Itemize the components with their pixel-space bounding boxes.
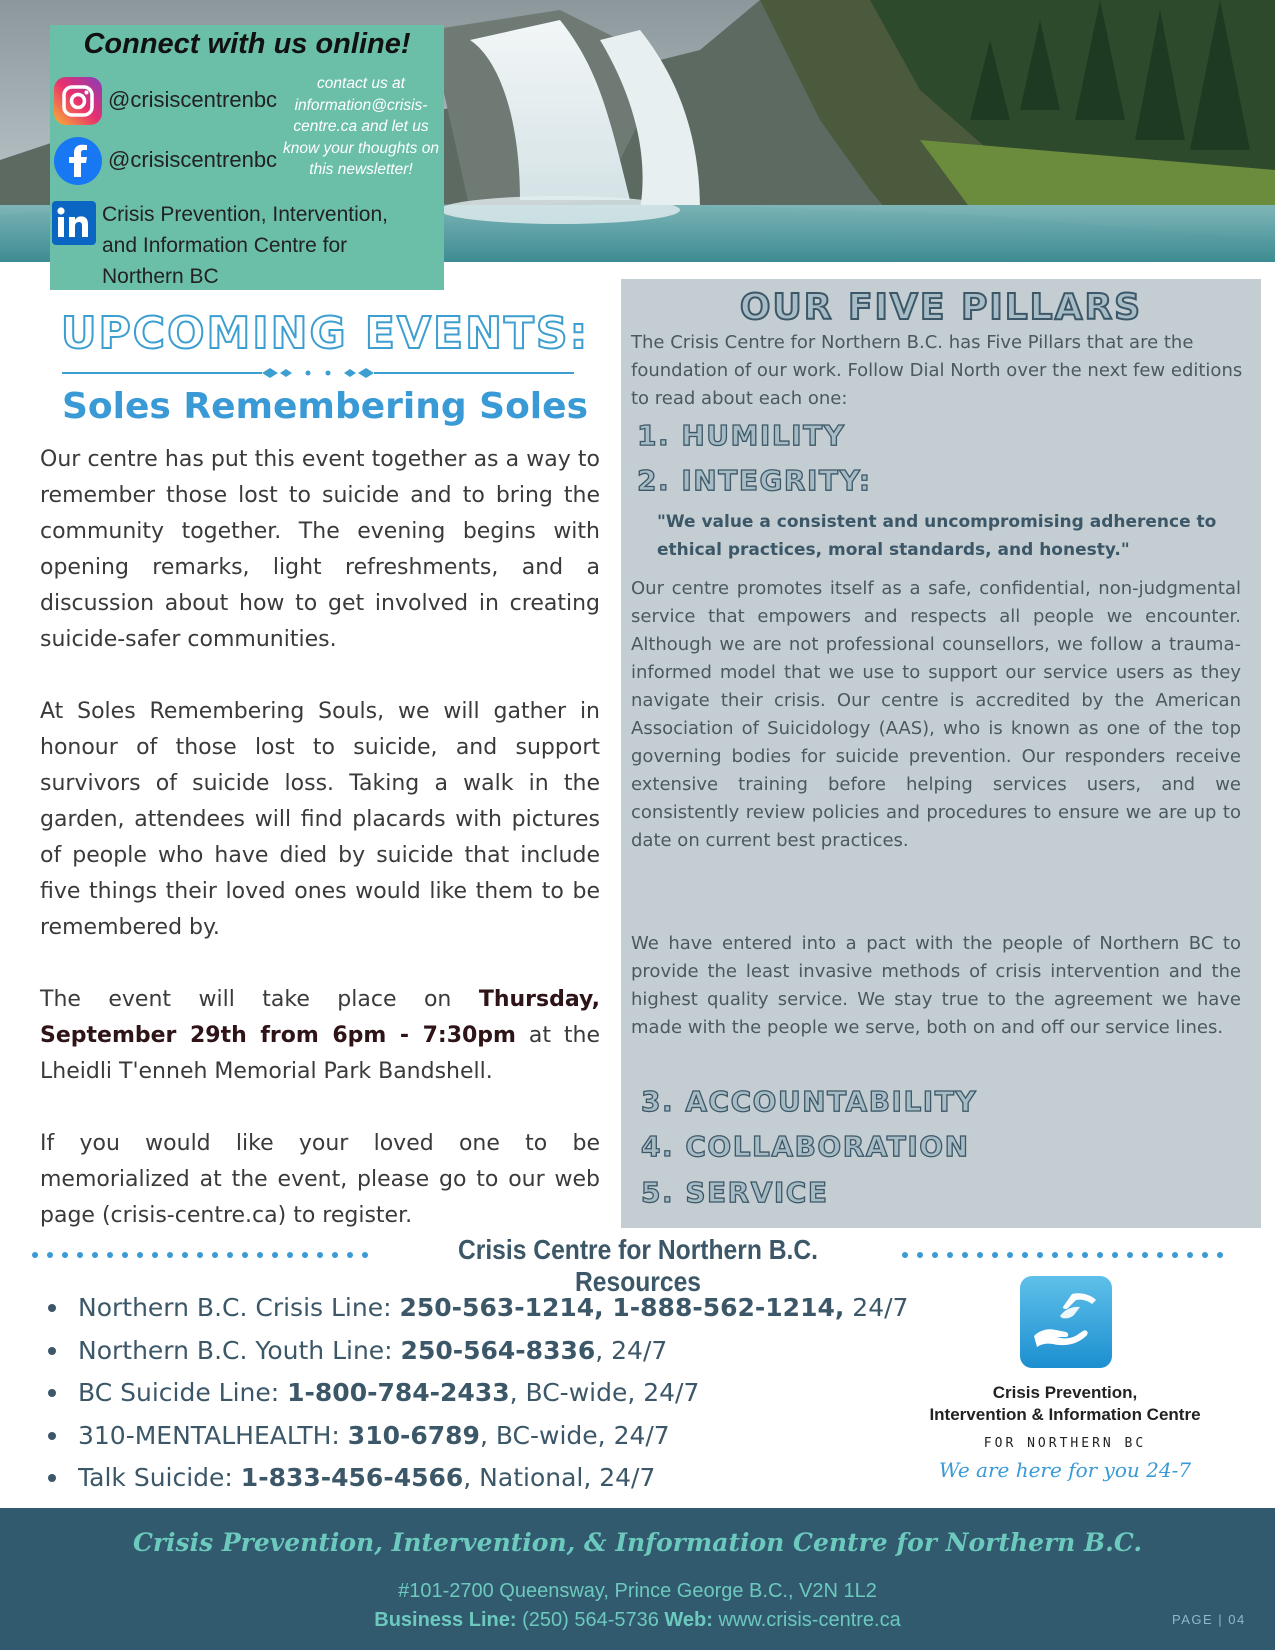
logo-subtitle: FOR NORTHERN BC bbox=[983, 1436, 1147, 1451]
resource-label: Northern B.C. Youth Line: bbox=[78, 1335, 401, 1365]
business-line-label: Business Line: bbox=[374, 1609, 517, 1631]
footer-address: #101-2700 Queensway, Prince George B.C., V2N 1L2 bbox=[398, 1580, 877, 1602]
web-label: Web: bbox=[664, 1609, 713, 1631]
logo-name-line-1: Crisis Prevention, bbox=[992, 1383, 1138, 1402]
resource-phone[interactable]: 250-563-1214, 1-888-562-1214, bbox=[399, 1293, 845, 1322]
event-description bbox=[40, 442, 600, 1270]
linkedin-icon[interactable] bbox=[52, 201, 96, 245]
resource-item bbox=[48, 1415, 948, 1458]
resource-phone[interactable]: 310-6789 bbox=[347, 1420, 480, 1450]
helping-hands-icon bbox=[1020, 1276, 1112, 1368]
footer-org-name: Crisis Prevention, Intervention, & Information Centre for Northern B.C. bbox=[132, 1528, 1143, 1557]
ornamental-divider bbox=[62, 365, 574, 381]
resource-item bbox=[48, 1330, 948, 1373]
instagram-icon[interactable] bbox=[54, 77, 102, 125]
resource-availability: , BC-wide, 24/7 bbox=[509, 1378, 700, 1407]
event-paragraph-1: Our centre has put this event together as a way to remember those lost to suicide and to bring the community together. The evening begins with opening remarks, light refreshments, and a discussion about how to get involved in creating suicide-safer communities. bbox=[40, 447, 600, 652]
footer bbox=[0, 1508, 1275, 1650]
resource-availability: , 24/7 bbox=[595, 1335, 668, 1365]
resource-item bbox=[48, 1287, 948, 1330]
dotted-divider-right bbox=[900, 1250, 1230, 1260]
event-location: at the Lheidli T'enneh Memorial Park Bandshell. bbox=[40, 1023, 600, 1084]
event-date: Thursday, September 29th from 6pm - 7:30pm bbox=[40, 987, 600, 1048]
linkedin-name[interactable]: Crisis Prevention, Intervention, and Information Centre for Northern BC bbox=[102, 203, 388, 288]
resources-list bbox=[48, 1287, 948, 1500]
web-url-link[interactable]: www.crisis-centre.ca bbox=[712, 1609, 901, 1631]
dotted-divider-left bbox=[30, 1250, 370, 1260]
resource-label: Talk Suicide: bbox=[78, 1463, 241, 1492]
logo-name bbox=[915, 1382, 1215, 1426]
pillars-title: OUR FIVE PILLARS bbox=[739, 287, 1143, 328]
pillar-accountability: 3. ACCOUNTABILITY bbox=[641, 1085, 978, 1118]
pillars-intro: The Crisis Centre for Northern B.C. has Five Pillars that are the foundation of our work. Follow Dial North over the next few editions to read about each one: bbox=[631, 332, 1243, 409]
resources-title: Crisis Centre for Northern B.C. Resources bbox=[457, 1234, 819, 1297]
resource-availability: , BC-wide, 24/7 bbox=[479, 1420, 670, 1450]
crisis-centre-logo bbox=[915, 1270, 1245, 1500]
event-title: Soles Remembering Soles bbox=[61, 386, 588, 427]
event-paragraph-4: If you would like your loved one to be memorialized at the event, please go to our web page (crisis-centre.ca) to register. bbox=[40, 1131, 600, 1228]
resource-label: BC Suicide Line: bbox=[78, 1378, 288, 1407]
integrity-body-2: We have entered into a pact with the people of Northern BC to provide the least invasive methods of crisis intervention and the highest quality service. We stay true to the agreement we have made with the people we serve, both on and off our service lines. bbox=[631, 933, 1241, 1038]
resource-label: Northern B.C. Crisis Line: bbox=[78, 1293, 400, 1322]
connect-online-box bbox=[50, 25, 444, 290]
event-date-prefix: The event will take place on bbox=[40, 987, 479, 1012]
resource-phone[interactable]: 250-564-8336 bbox=[400, 1335, 596, 1365]
pillar-humility: 1. HUMILITY bbox=[637, 419, 846, 452]
resource-availability: , National, 24/7 bbox=[463, 1463, 656, 1492]
contact-note: contact us at information@crisis-centre.ca and let us know your thoughts on this newsletter! bbox=[283, 75, 439, 178]
business-line-phone[interactable]: (250) 564-5736 bbox=[516, 1609, 665, 1631]
instagram-handle[interactable]: @crisiscentrenbc bbox=[108, 87, 278, 112]
resource-phone[interactable]: 1-833-456-4566 bbox=[240, 1463, 464, 1492]
logo-name-line-2: Intervention & Information Centre bbox=[929, 1405, 1201, 1424]
logo-tagline: We are here for you 24-7 bbox=[938, 1458, 1192, 1482]
connect-title: Connect with us online! bbox=[83, 28, 411, 60]
facebook-icon[interactable] bbox=[54, 137, 102, 185]
upcoming-events-heading: UPCOMING EVENTS: bbox=[60, 308, 590, 359]
resource-item bbox=[48, 1457, 948, 1500]
pillar-service: 5. SERVICE bbox=[641, 1176, 829, 1209]
resource-availability: 24/7 bbox=[844, 1293, 909, 1322]
five-pillars-panel bbox=[621, 279, 1261, 1228]
page-number: PAGE | 04 bbox=[1172, 1612, 1246, 1627]
integrity-quote: "We value a consistent and uncompromising adherence to ethical practices, moral standards, and honesty." bbox=[657, 512, 1217, 560]
resource-phone[interactable]: 1-800-784-2433 bbox=[287, 1378, 510, 1407]
pillar-integrity: 2. INTEGRITY: bbox=[637, 464, 872, 497]
facebook-handle[interactable]: @crisiscentrenbc bbox=[108, 147, 278, 172]
event-paragraph-3 bbox=[40, 982, 600, 1090]
resource-label: 310-MENTALHEALTH: bbox=[78, 1420, 348, 1450]
event-paragraph-2: At Soles Remembering Souls, we will gather in honour of those lost to suicide, and support survivors of suicide loss. Taking a walk in the garden, attendees will find placards with pictures of people who have died by suicide that include five things their loved ones would like them to be remembered by. bbox=[40, 699, 600, 940]
pillar-collaboration: 4. COLLABORATION bbox=[641, 1130, 970, 1163]
footer-contact bbox=[0, 1609, 1275, 1632]
integrity-body-1: Our centre promotes itself as a safe, confidential, non-judgmental service that empowers and respects all people we encounter. Although we are not professional counsellors, we follow a trauma-informed model that we use to support our service users as they navigate their crisis. Our centre is accredited by the American Association of Suicidology (AAS), who is known as one of the top governing bodies for suicide prevention. Our responders receive extensive training before helping services users, and we consistently review policies and procedures to ensure we are up to date on current best practices. bbox=[631, 578, 1241, 851]
resource-item bbox=[48, 1372, 948, 1415]
